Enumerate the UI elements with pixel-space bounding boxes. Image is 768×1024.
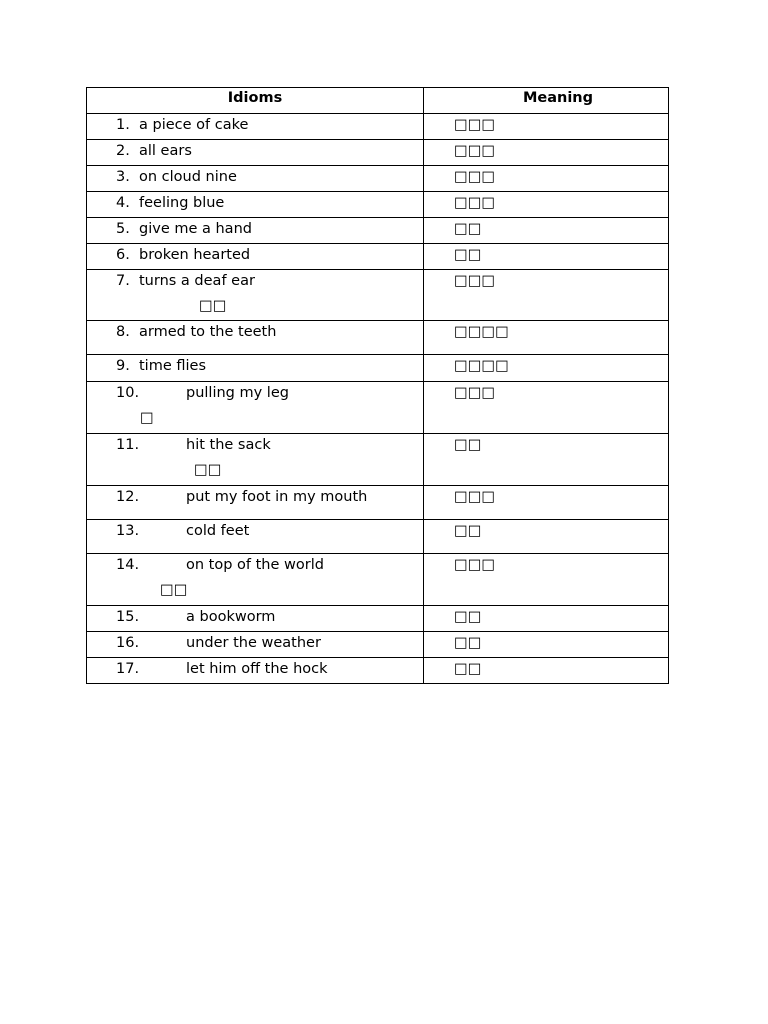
- idiom-cell: [87, 520, 424, 554]
- meaning-cell: [424, 434, 669, 486]
- idiom-text: a piece of cake: [139, 117, 249, 133]
- meaning-text: □□: [454, 523, 482, 539]
- idiom-cell: [87, 382, 424, 434]
- table-row: [87, 270, 669, 321]
- idiom-cell: [87, 114, 424, 140]
- row-number: 10.: [116, 385, 140, 401]
- idiom-text: a bookworm: [186, 609, 276, 625]
- meaning-cell: [424, 114, 669, 140]
- table-row: [87, 140, 669, 166]
- meaning-cell: [424, 658, 669, 684]
- row-number: 6.: [116, 247, 130, 263]
- idiom-extra-text: □: [140, 410, 154, 426]
- table-row: [87, 606, 669, 632]
- meaning-cell: [424, 244, 669, 270]
- table-row: [87, 382, 669, 434]
- idiom-cell: [87, 606, 424, 632]
- header-cell-meaning: [424, 88, 669, 114]
- meaning-text: □□: [454, 609, 482, 625]
- idiom-extra-text: □□: [194, 462, 222, 478]
- idiom-text: let him off the hock: [186, 661, 328, 677]
- header-cell-idioms: [87, 88, 424, 114]
- idiom-extra-text: □□: [160, 582, 188, 598]
- header-meaning: Meaning: [522, 90, 594, 106]
- row-number: 12.: [116, 489, 140, 505]
- idiom-text: hit the sack: [186, 437, 271, 453]
- idiom-text: broken hearted: [139, 247, 251, 263]
- idiom-cell: [87, 632, 424, 658]
- idiom-cell: [87, 355, 424, 382]
- meaning-text: □□: [454, 221, 482, 237]
- idiom-text: pulling my leg: [186, 385, 289, 401]
- idiom-text: cold feet: [186, 523, 250, 539]
- row-number: 15.: [116, 609, 140, 625]
- meaning-text: □□: [454, 437, 482, 453]
- meaning-cell: [424, 166, 669, 192]
- meaning-cell: [424, 632, 669, 658]
- row-number: 8.: [116, 324, 130, 340]
- table-row: [87, 520, 669, 554]
- table-row: [87, 114, 669, 140]
- table-row: [87, 166, 669, 192]
- meaning-cell: [424, 270, 669, 321]
- idiom-cell: [87, 554, 424, 606]
- idiom-cell: [87, 321, 424, 355]
- meaning-cell: [424, 192, 669, 218]
- row-number: 13.: [116, 523, 140, 539]
- table-row: [87, 434, 669, 486]
- meaning-text: □□□: [454, 273, 496, 289]
- row-number: 16.: [116, 635, 140, 651]
- idiom-text: put my foot in my mouth: [186, 489, 368, 505]
- meaning-cell: [424, 140, 669, 166]
- idiom-text: all ears: [139, 143, 192, 159]
- meaning-cell: [424, 554, 669, 606]
- table-header-row: [87, 88, 669, 114]
- header-idioms: Idioms: [227, 90, 283, 106]
- meaning-cell: [424, 520, 669, 554]
- idiom-cell: [87, 486, 424, 520]
- idiom-cell: [87, 166, 424, 192]
- idiom-cell: [87, 658, 424, 684]
- idiom-text: time flies: [139, 358, 207, 374]
- row-number: 2.: [116, 143, 130, 159]
- table-row: [87, 554, 669, 606]
- meaning-text: □□□: [454, 489, 496, 505]
- meaning-text: □□□□: [454, 358, 509, 374]
- meaning-text: □□□: [454, 195, 496, 211]
- meaning-text: □□□: [454, 169, 496, 185]
- meaning-text: □□□□: [454, 324, 509, 340]
- row-number: 4.: [116, 195, 130, 211]
- meaning-text: □□□: [454, 557, 496, 573]
- meaning-text: □□: [454, 661, 482, 677]
- idiom-text: feeling blue: [139, 195, 225, 211]
- row-number: 7.: [116, 273, 130, 289]
- meaning-cell: [424, 355, 669, 382]
- idiom-text: on top of the world: [186, 557, 324, 573]
- table-row: [87, 632, 669, 658]
- table-row: [87, 244, 669, 270]
- idioms-table: [86, 87, 669, 684]
- row-number: 14.: [116, 557, 140, 573]
- row-number: 5.: [116, 221, 130, 237]
- idiom-text: under the weather: [186, 635, 321, 651]
- idiom-cell: [87, 140, 424, 166]
- table-row: [87, 355, 669, 382]
- meaning-cell: [424, 321, 669, 355]
- meaning-cell: [424, 218, 669, 244]
- table-row: [87, 321, 669, 355]
- row-number: 17.: [116, 661, 140, 677]
- idiom-text: armed to the teeth: [139, 324, 277, 340]
- table-row: [87, 192, 669, 218]
- idiom-text: turns a deaf ear: [139, 273, 255, 289]
- meaning-text: □□□: [454, 117, 496, 133]
- idiom-text: give me a hand: [139, 221, 252, 237]
- row-number: 11.: [116, 437, 140, 453]
- meaning-text: □□: [454, 247, 482, 263]
- meaning-text: □□□: [454, 143, 496, 159]
- meaning-text: □□□: [454, 385, 496, 401]
- table-row: [87, 658, 669, 684]
- row-number: 3.: [116, 169, 130, 185]
- meaning-text: □□: [454, 635, 482, 651]
- idiom-cell: [87, 192, 424, 218]
- row-number: 1.: [116, 117, 130, 133]
- table-row: [87, 218, 669, 244]
- idiom-cell: [87, 218, 424, 244]
- meaning-cell: [424, 606, 669, 632]
- meaning-cell: [424, 486, 669, 520]
- idiom-cell: [87, 434, 424, 486]
- meaning-cell: [424, 382, 669, 434]
- idiom-cell: [87, 270, 424, 321]
- idiom-cell: [87, 244, 424, 270]
- row-number: 9.: [116, 358, 130, 374]
- idiom-text: on cloud nine: [139, 169, 237, 185]
- table-body: [87, 114, 669, 684]
- table-row: [87, 486, 669, 520]
- idiom-extra-text: □□: [199, 298, 227, 314]
